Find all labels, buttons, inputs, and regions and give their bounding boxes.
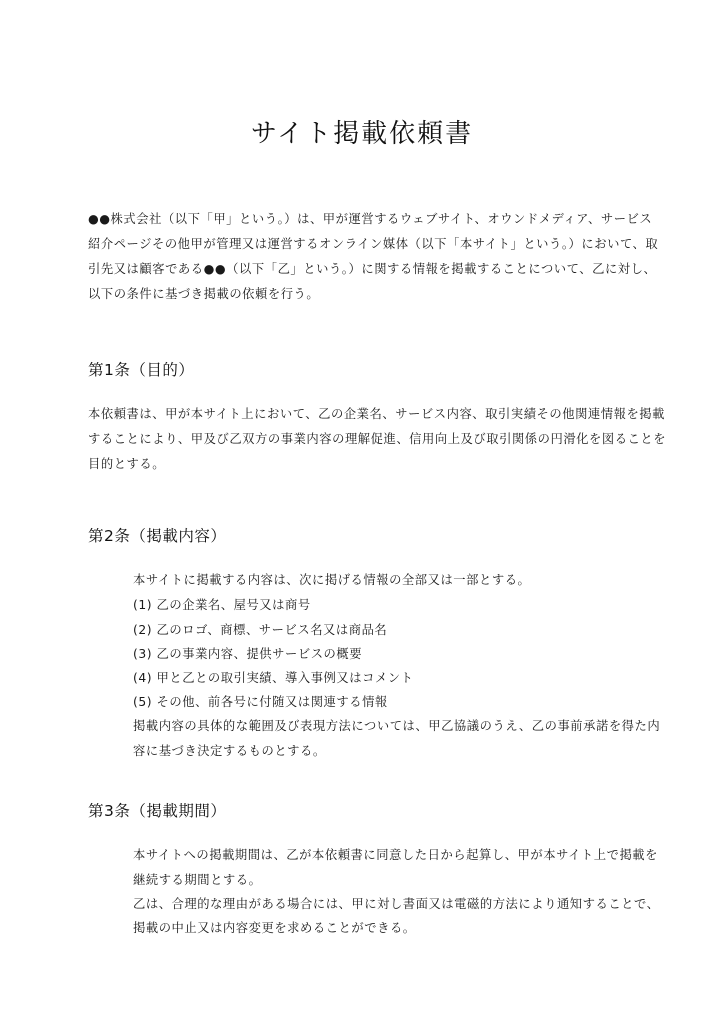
- article-line: 掲載内容の具体的な範囲及び表現方法については、甲乙協議のうえ、乙の事前承諾を得た内: [133, 719, 661, 733]
- article-line: 目的とする。: [88, 457, 166, 471]
- article-line: 掲載の中止又は内容変更を求めることができる。: [133, 921, 416, 935]
- article-heading: 第3条（掲載期間）: [88, 802, 227, 820]
- article-line: 本サイトへの掲載期間は、乙が本依頼書に同意した日から起算し、甲が本サイト上で掲載を: [133, 848, 659, 862]
- list-item: (3) 乙の事業内容、提供サービスの概要: [133, 647, 363, 661]
- article-heading: 第1条（目的）: [88, 361, 195, 379]
- document-title: サイト掲載依頼書: [250, 119, 474, 149]
- article-line: 本サイトに掲載する内容は、次に掲げる情報の全部又は一部とする。: [133, 573, 531, 587]
- preamble-line: 紹介ページその他甲が管理又は運営するオンライン媒体（以下「本サイト」という。）において、取: [88, 237, 659, 251]
- article-line: 容に基づき決定するものとする。: [133, 744, 326, 758]
- article-line: 継続する期間とする。: [133, 873, 262, 887]
- list-item: (2) 乙のロゴ、商標、サービス名又は商品名: [133, 623, 388, 637]
- preamble-line: ●●株式会社（以下「甲」という。）は、甲が運営するウェブサイト、オウンドメディア、サービス: [88, 212, 653, 226]
- preamble-line: 引先又は顧客である●●（以下「乙」という。）に関する情報を掲載することについて、乙に対し、: [88, 262, 657, 276]
- article-line: 本依頼書は、甲が本サイト上において、乙の企業名、サービス内容、取引実績その他関連情報を掲載: [88, 407, 666, 421]
- article-line: することにより、甲及び乙双方の事業内容の理解促進、信用向上及び取引関係の円滑化を図ることを: [88, 432, 667, 446]
- article-heading: 第2条（掲載内容）: [88, 527, 227, 545]
- list-item: (5) その他、前各号に付随又は関連する情報: [133, 695, 388, 709]
- list-item: (4) 甲と乙との取引実績、導入事例又はコメント: [133, 671, 414, 685]
- list-item: (1) 乙の企業名、屋号又は商号: [133, 598, 311, 612]
- preamble-line: 以下の条件に基づき掲載の依頼を行う。: [88, 287, 320, 301]
- article-line: 乙は、合理的な理由がある場合には、甲に対し書面又は電磁的方法により通知することで、: [133, 897, 660, 911]
